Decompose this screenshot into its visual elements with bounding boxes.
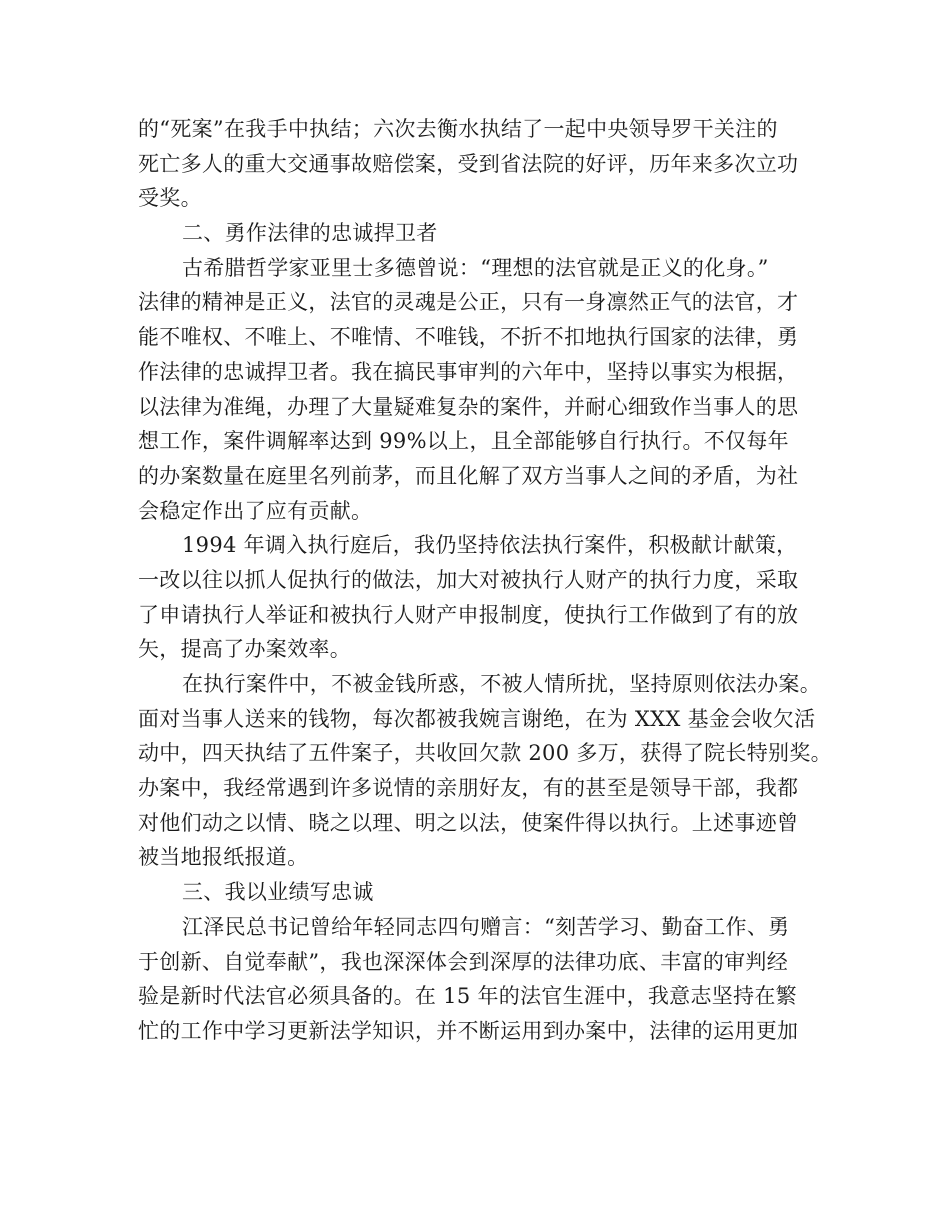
text-line: 江泽民总书记曾给年轻同志四句赠言：“刻苦学习、勤奋工作、勇 [182,914,790,939]
text-line: 作法律的忠诚捍卫者。我在搞民事审判的六年中，坚持以事实为根据， [138,359,799,384]
text-line: 能不唯权、不唯上、不唯情、不唯钱，不折不扣地执行国家的法律，勇 [138,325,799,350]
text-line: 对他们动之以情、晓之以理、明之以法，使案件得以执行。上述事迹曾 [138,810,799,835]
text-line: 古希腊哲学家亚里士多德曾说：“理想的法官就是正义的化身。” [182,255,769,280]
text-line: 会稳定作出了应有贡献。 [138,498,373,523]
text-line: 了申请执行人举证和被执行人财产申报制度，使执行工作做到了有的放 [138,602,799,627]
document-body [138,112,832,1049]
text-line: 办案中，我经常遇到许多说情的亲朋好友，有的甚至是领导干部，我都 [138,776,799,801]
text-line: 于创新、自觉奉献”，我也深深体会到深厚的法律功底、丰富的审判经 [138,949,789,974]
text-line: 忙的工作中学习更新法学知识，并不断运用到办案中，法律的运用更加 [138,1018,799,1043]
text-line: 的办案数量在庭里名列前茅，而且化解了双方当事人之间的矛盾，为社 [138,463,799,488]
text-line: 的“死案”在我手中执结；六次去衡水执结了一起中央领导罗干关注的 [138,117,778,141]
text-line: 矢，提高了办案效率。 [138,637,351,662]
text-line: 面对当事人送来的钱物，每次都被我婉言谢绝，在为 XXX 基金会收欠活 [138,706,816,731]
section-heading: 二、勇作法律的忠诚捍卫者 [182,221,438,246]
text-line: 一改以往以抓人促执行的做法，加大对被执行人财产的执行力度，采取 [138,567,799,592]
text-line: 法律的精神是正义，法官的灵魂是公正，只有一身凛然正气的法官，才 [138,290,799,315]
text-line: 动中，四天执结了五件案子，共收回欠款 200 多万，获得了院长特别奖。 [138,741,832,766]
text-line: 验是新时代法官必须具备的。在 15 年的法官生涯中，我意志坚持在繁 [138,984,797,1009]
text-line: 死亡多人的重大交通事故赔偿案，受到省法院的好评，历年来多次立功 [138,151,799,176]
text-line: 想工作，案件调解率达到 99%以上，且全部能够自行执行。不仅每年 [138,429,789,454]
text-line: 被当地报纸报道。 [138,845,309,870]
text-line: 以法律为准绳，办理了大量疑难复杂的案件，并耐心细致作当事人的思 [138,394,799,419]
text-line: 受奖。 [138,186,202,211]
section-heading: 三、我以业绩写忠诚 [182,880,374,905]
text-line: 在执行案件中，不被金钱所惑，不被人情所扰，坚持原则依法办案。 [182,672,821,696]
text-line: 1994 年调入执行庭后，我仍坚持依法执行案件，积极献计献策， [182,533,798,558]
